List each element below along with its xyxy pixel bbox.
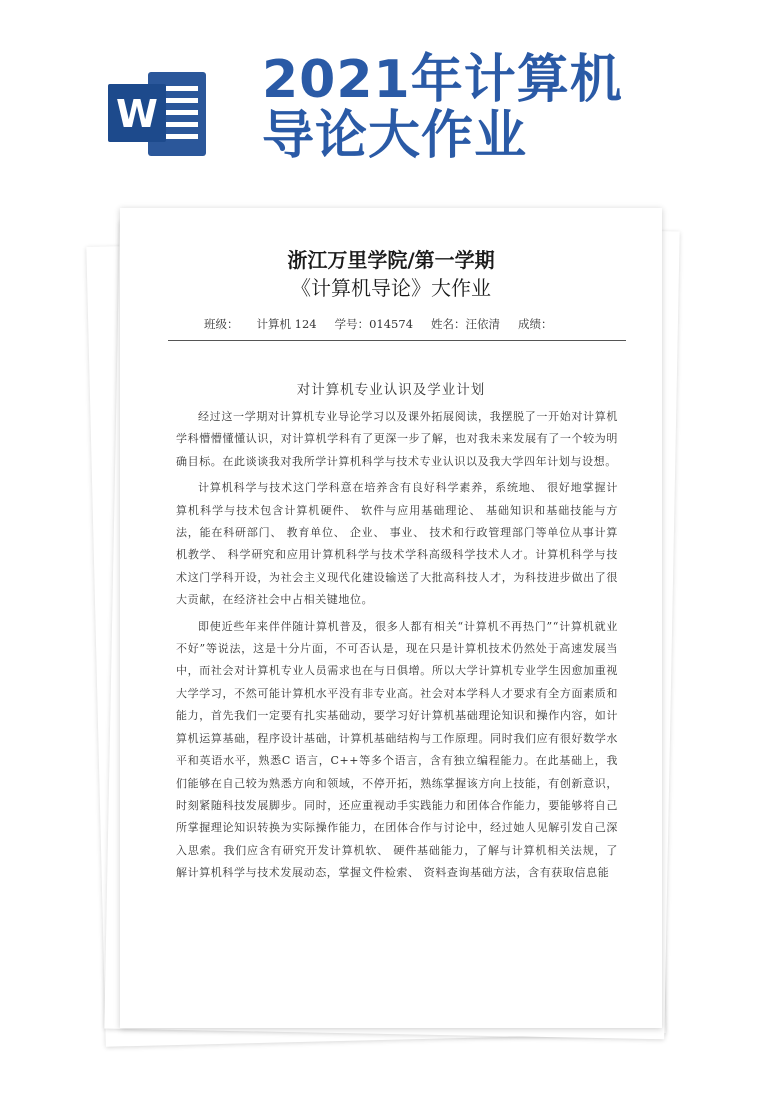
document-page	[120, 208, 662, 1028]
essay-body	[176, 406, 618, 889]
name-value: 汪依清	[465, 317, 501, 331]
header-divider	[168, 340, 626, 341]
essay-paragraph: 即使近些年来伴伴随计算机普及，很多人都有相关“计算机不再热门”“计算机就业不好”等说法，这是十分片面，不可否认是，现在只是计算机技术仍然处于高速发展当中，而社会对计算机专业人员需求也在与日俱增。所以大学计算机专业学生因愈加重视大学学习，不然可能计算机水平没有非专业高。社会对本学科人才要求有全方面素质和能力，首先我们一定要有扎实基础动，要学习好计算机基础理论知识和操作内容，如计算机运算基础，程序设计基础，计算机基础结构与工作原理。同时我们应有很好数学水平和英语水平，熟悉C 语言，C++等多个语言，含有独立编程能力。在此基础上，我们能够在自己较为熟悉方向和领域，不停开拓，熟练掌握该方向上技能，有创新意识，时刻紧随科技发展脚步。同时，还应重视动手实践能力和团体合作能力，要能够将自己所掌握理论知识转换为实际操作能力，在团体合作与讨论中，经过她人见解引发自己深入思索。我们应含有研究开发计算机软、 硬件基础能力，了解与计算机相关法规，了解计算机科学与技术发展动态，掌握文件检索、 资料查询基础方法，含有获取信息能	[176, 619, 618, 880]
word-icon-letter: W	[116, 92, 158, 136]
class-label: 班级：	[204, 317, 239, 331]
word-document-icon	[108, 68, 208, 160]
banner-title-line1: 2021年计算机	[262, 50, 623, 110]
student-number-label: 学号：	[334, 317, 370, 331]
student-number-value: 014574	[369, 317, 414, 331]
banner-title-line2: 导论大作业	[262, 106, 528, 166]
class-value: 计算机 124	[256, 317, 317, 331]
score-label: 成绩：	[518, 317, 553, 331]
banner-title	[262, 52, 623, 164]
student-info-row	[204, 316, 553, 332]
document-header	[120, 246, 662, 302]
school-semester-heading: 浙江万里学院/第一学期	[287, 248, 495, 272]
name-label: 姓名：	[431, 317, 466, 331]
course-assignment-heading: 《计算机导论》大作业	[291, 276, 491, 300]
essay-paragraph: 计算机科学与技术这门学科意在培养含有良好科学素养，系统地、 很好地掌握计算机科学与技术包含计算机硬件、 软件与应用基础理论、 基础知识和基础技能与方法，能在科研部门、 教育单位、 企业、 事业、 技术和行政管理部门等单位从事计算机教学、 科学研究和应用计算机科学与技术学科高级科学技术人才。计算机科学与技术这门学科开设，为社会主义现代化建设输送了大批高科技人才，为科技进步做出了很大贡献，在经济社会中占相关键地位。	[176, 481, 618, 607]
essay-title: 对计算机专业认识及学业计划	[296, 382, 486, 398]
essay-paragraph: 经过这一学期对计算机专业导论学习以及课外拓展阅读，我摆脱了一开始对计算机学科懵懵懂懂认识，对计算机学科有了更深一步了解，也对我未来发展有了一个较为明确目标。在此谈谈我对我所学计算机科学与技术专业认识以及我大学四年计划与设想。	[176, 410, 618, 468]
